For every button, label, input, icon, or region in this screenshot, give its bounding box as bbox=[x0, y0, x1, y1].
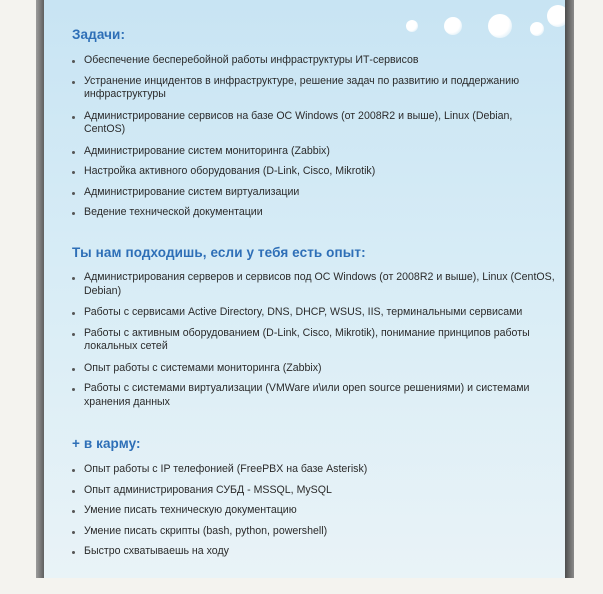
list-item: Обеспечение бесперебойной работы инфраструктуры ИТ-сервисов bbox=[72, 54, 555, 68]
list-item: Работы с сервисами Active Directory, DNS, DHCP, WSUS, IIS, терминальными сервисами bbox=[72, 306, 555, 320]
left-frame-edge bbox=[36, 0, 44, 594]
decorative-bubble bbox=[547, 5, 565, 27]
bonus-section bbox=[72, 436, 555, 559]
right-frame-edge bbox=[565, 0, 574, 594]
bottom-strip bbox=[36, 578, 574, 594]
bonus-list bbox=[72, 463, 555, 559]
list-item: Умение писать техническую документацию bbox=[72, 504, 555, 518]
experience-section bbox=[72, 245, 555, 409]
list-item: Опыт работы с системами мониторинга (Zabbix) bbox=[72, 362, 555, 376]
list-item: Администрирование систем виртуализации bbox=[72, 186, 555, 200]
list-item: Администрирование систем мониторинга (Zabbix) bbox=[72, 145, 555, 159]
tasks-list bbox=[72, 54, 555, 220]
list-item: Работы с системами виртуализации (VMWare и\или open source решениями) и системами хранения данных bbox=[72, 382, 555, 409]
list-item: Администрирование сервисов на базе ОС Windows (от 2008R2 и выше), Linux (Debian, CentOS) bbox=[72, 110, 555, 137]
list-item: Опыт работы с IP телефонией (FreePBX на базе Asterisk) bbox=[72, 463, 555, 477]
list-item: Устранение инцидентов в инфраструктуре, решение задач по развитию и поддержанию инфраструктуры bbox=[72, 75, 555, 102]
list-item: Ведение технической документации bbox=[72, 206, 555, 220]
section-heading: + в карму: bbox=[72, 436, 141, 451]
section-heading: Задачи: bbox=[72, 27, 126, 42]
experience-list bbox=[72, 271, 555, 409]
list-item: Работы с активным оборудованием (D-Link, Cisco, Mikrotik), понимание принципов работы локальных сетей bbox=[72, 327, 555, 354]
list-item: Опыт администрирования СУБД - MSSQL, MySQL bbox=[72, 484, 555, 498]
job-description-slide bbox=[44, 0, 565, 578]
list-item: Умение писать скрипты (bash, python, powershell) bbox=[72, 525, 555, 539]
section-heading: Ты нам подходишь, если у тебя есть опыт: bbox=[72, 245, 366, 260]
tasks-section bbox=[72, 27, 555, 220]
list-item: Быстро схватываешь на ходу bbox=[72, 545, 555, 559]
list-item: Настройка активного оборудования (D-Link, Cisco, Mikrotik) bbox=[72, 165, 555, 179]
list-item: Администрирования серверов и сервисов под ОС Windows (от 2008R2 и выше), Linux (CentOS, Debian) bbox=[72, 271, 555, 298]
